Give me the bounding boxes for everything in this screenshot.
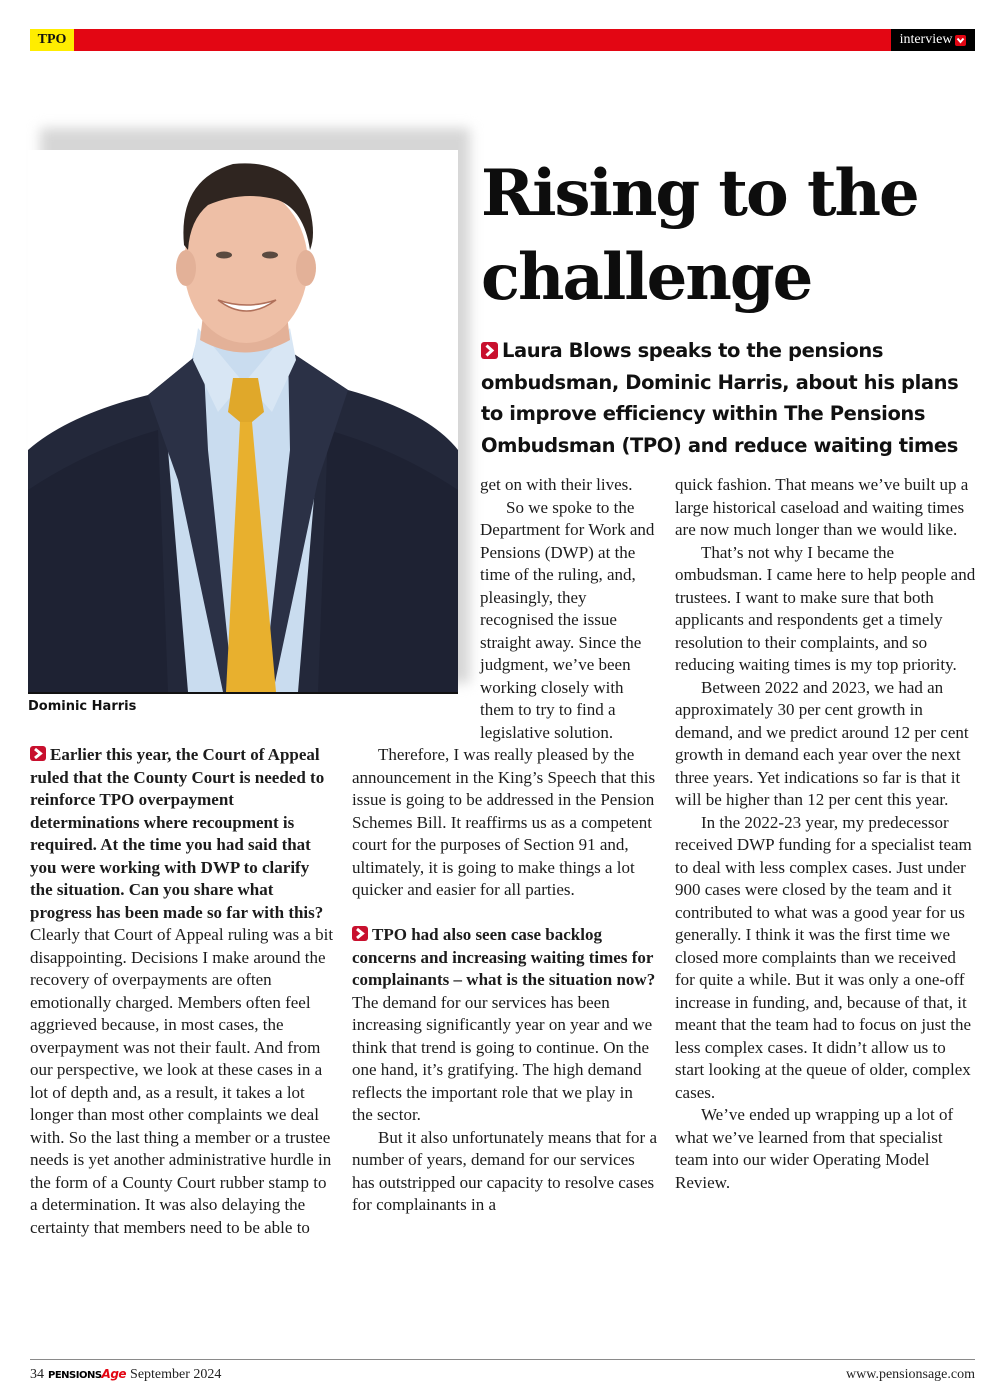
chevron-down-icon <box>955 35 966 46</box>
headline-line-2: challenge <box>481 240 812 315</box>
column-2-lower <box>352 744 657 1217</box>
answer-1-paragraph-3: Therefore, I was really pleased by the announcement in the King’s Speech that this issue is going to be addressed in the Pension Schemes Bill. It reaffirms us as a competent court for the purposes of Section 91 and, ultimately, it is going to make things a lot quicker and easier for all parties. <box>352 745 656 899</box>
category-tag <box>891 29 975 51</box>
portrait-illustration <box>28 150 458 692</box>
answer-1-paragraph-2: So we spoke to the Department for Work and Pensions (DWP) at the time of the ruling, and, pleasingly, they recognised the issue straight away. Since the judgment, we’ve been working closely with them to try to find a legislative solution. <box>480 497 655 742</box>
question-2 <box>352 924 657 992</box>
column-3 <box>675 474 977 1194</box>
answer-2-paragraph-2-continued: quick fashion. That means we’ve built up a large historical caseload and waiting times are now much longer than we would like. <box>675 475 969 539</box>
answer-1-paragraph-1: Clearly that Court of Appeal ruling was a bit disappointing. Decisions I make around the recovery of overpayments are often emotionally charged. Members often feel aggrieved because, in most cases, the overpayment was not their fault. And from our perspective, we look at these cases in a lot of depth and, as a result, it takes a lot longer than most other complaints we deal with. So the last thing a member or a trustee needs is yet another administrative hurdle in the form of a County Court rubber stamp to a determination. It was also delaying the certainty that members need to be able to <box>30 925 334 1237</box>
logo-part-2: Age <box>101 1367 127 1381</box>
footer-divider <box>30 1359 975 1360</box>
footer-left <box>30 1367 221 1383</box>
answer-1-paragraph-1-continued: get on with their lives. <box>480 475 633 494</box>
answer-2-paragraph-5: In the 2022-23 year, my predecessor received DWP funding for a specialist team to deal with less complex cases. Just under 900 cases were closed by the team and it contributed to what was a good year for us generally. I think it was the first time we closed more complaints than we received for quite a while. But it was only a one-off increase in funding, and, because of that, it meant that the team had to focus on just the less complex cases. It didn’t allow us to start looking at the queue of older, complex cases. <box>675 812 972 1102</box>
portrait-photo <box>28 150 458 694</box>
answer-2-paragraph-1: The demand for our services has been increasing significantly year on year and we think that trend is going to continue. On the one hand, it’s gratifying. The high demand reflects the important role that we play in the sector. <box>352 992 653 1124</box>
standfirst-text: Laura Blows speaks to the pensions ombudsman, Dominic Harris, about his plans to improve efficiency within The Pensions Ombudsman (TPO) and reduce waiting times <box>481 339 959 457</box>
chevron-right-icon <box>352 926 368 941</box>
column-1 <box>30 744 334 1239</box>
question-1-text: Earlier this year, the Court of Appeal ruled that the County Court is needed to reinforce TPO overpayment determinations where recoupment is required. At the time you had said that you were working with DWP to clarify the situation. Can you share what progress has been made so far with this? <box>30 745 325 922</box>
category-label: interview <box>899 32 953 47</box>
logo-part-1: PENSIONS <box>48 1370 102 1381</box>
answer-2-paragraph-4: Between 2022 and 2023, we had an approximately 30 per cent growth in demand, and we predict around 12 per cent growth in demand each year over the next three years. Yet indications so far is that it will be higher than 12 per cent this year. <box>675 677 969 809</box>
answer-2-paragraph-2: But it also unfortunately means that for a number of years, demand for our services has outstripped our capacity to resolve cases for complainants in a <box>352 1127 658 1214</box>
standfirst <box>481 335 981 461</box>
headline <box>481 152 981 320</box>
answer-2-paragraph-3: That’s not why I became the ombudsman. I came here to help people and trustees. I want to make sure that both applicants and respondents get a timely resolution to their complaints, and so reducing waiting times is my top priority. <box>675 542 976 674</box>
column-2-upper <box>480 474 655 744</box>
headline-line-1: Rising to the <box>481 156 918 231</box>
question-2-text: TPO had also seen case backlog concerns and increasing waiting times for complainants – what is the situation now? <box>352 925 656 989</box>
page-number: 34 <box>30 1367 44 1382</box>
website-link[interactable]: www.pensionsage.com <box>846 1367 975 1382</box>
answer-2-paragraph-6: We’ve ended up wrapping up a lot of what we’ve learned from that specialist team into our wider Operating Model Review. <box>675 1105 954 1192</box>
chevron-right-icon <box>481 342 498 359</box>
chevron-right-icon <box>30 746 46 761</box>
section-tag: TPO <box>30 29 74 51</box>
section-header-bar <box>30 29 975 51</box>
pensions-age-logo <box>48 1367 126 1381</box>
question-1 <box>30 744 334 924</box>
issue-date: September 2024 <box>130 1367 222 1382</box>
photo-caption: Dominic Harris <box>28 699 137 714</box>
